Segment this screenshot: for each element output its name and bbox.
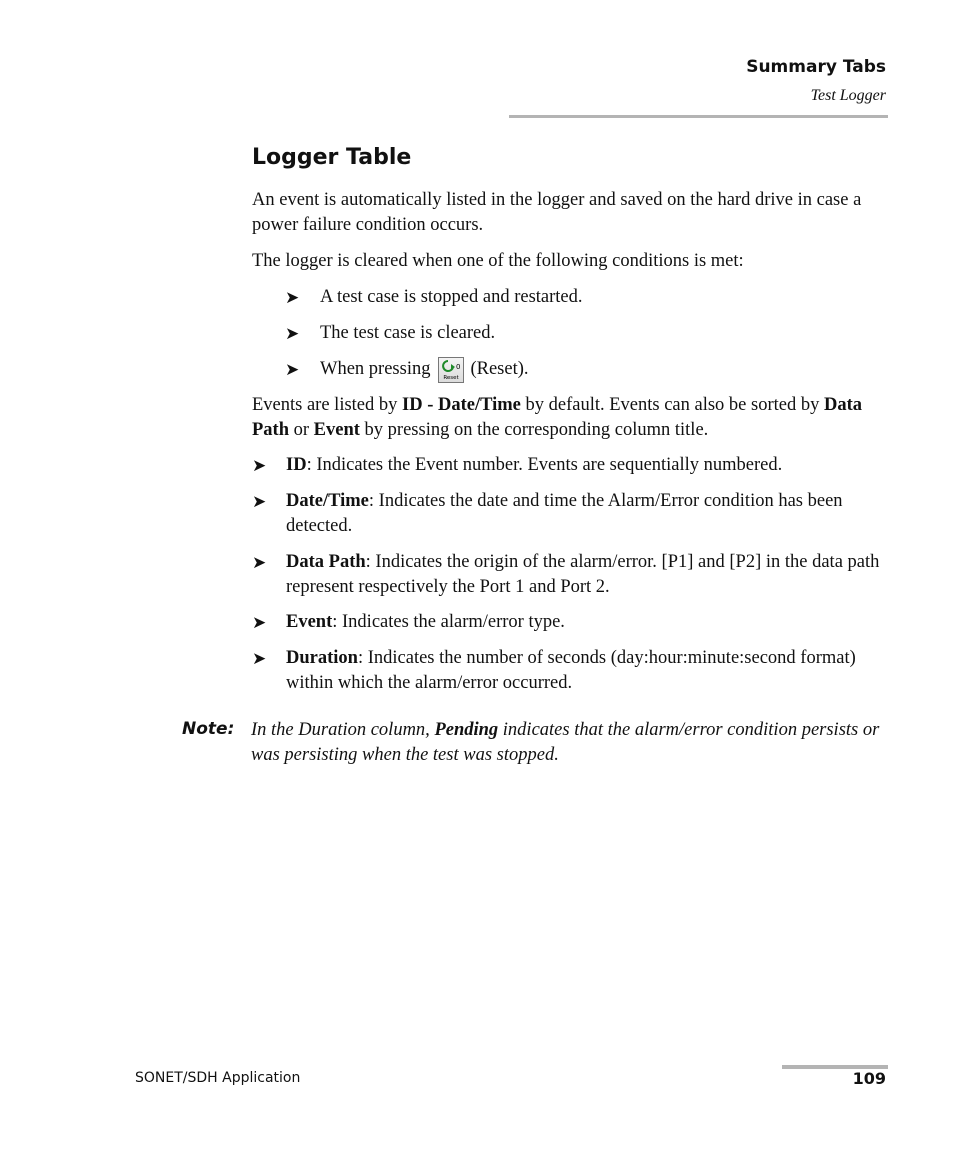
intro-paragraph: An event is automatically listed in the logger and saved on the hard drive in case a power failure condition occurs.	[252, 190, 862, 235]
svg-text:0: 0	[456, 363, 461, 371]
running-header-title: Summary Tabs	[746, 57, 886, 77]
condition-item: A test case is stopped and restarted.	[320, 287, 583, 307]
column-desc: : Indicates the alarm/error type.	[332, 612, 565, 632]
column-term: Event	[286, 612, 333, 632]
column-desc: : Indicates the origin of the alarm/error. [P1] and [P2] in the data path represent respectively the Port 1 and Port 2.	[286, 552, 880, 597]
note-text-part: indicates that the alarm/error condition persists or was persisting when the test was stopped.	[251, 720, 880, 765]
column-term: Date/Time	[286, 491, 369, 511]
running-header-subtitle: Test Logger	[810, 87, 886, 104]
bullet-arrow-icon: ➤	[252, 649, 267, 669]
column-term: Duration	[286, 648, 358, 668]
sort-text: or	[289, 419, 314, 440]
condition-item-reset	[320, 357, 529, 383]
reset-suffix: (Reset).	[470, 359, 529, 379]
reset-icon-label: Reset	[443, 375, 460, 381]
column-definition	[286, 646, 888, 695]
sort-term: ID - Date/Time	[402, 395, 521, 415]
cleared-paragraph: The logger is cleared when one of the following conditions is met:	[252, 251, 744, 271]
reset-button[interactable]	[438, 357, 464, 383]
bullet-arrow-icon: ➤	[285, 360, 300, 380]
note-label: Note:	[182, 719, 235, 739]
note-term: Pending	[434, 720, 499, 740]
column-definition	[286, 489, 888, 538]
sort-paragraph	[252, 393, 888, 442]
column-definition	[286, 453, 888, 478]
column-desc: : Indicates the date and time the Alarm/Error condition has been detected.	[286, 491, 843, 536]
footer-document-title: SONET/SDH Application	[135, 1070, 301, 1086]
note-text-part: In the Duration column,	[251, 720, 435, 740]
page-number: 109	[852, 1069, 886, 1088]
bullet-arrow-icon: ➤	[285, 288, 300, 308]
column-definition	[286, 550, 888, 599]
sort-term: Event	[313, 419, 360, 440]
bullet-arrow-icon: ➤	[252, 613, 267, 633]
column-term: ID	[286, 455, 307, 475]
sort-text: Events are listed by	[252, 395, 403, 415]
column-desc: : Indicates the number of seconds (day:hour:minute:second format) within which the alarm/error occurred.	[286, 648, 856, 693]
note-text	[251, 718, 891, 767]
section-title: Logger Table	[252, 145, 412, 170]
column-desc: : Indicates the Event number. Events are sequentially numbered.	[306, 455, 783, 475]
sort-term: Data Path	[252, 395, 863, 440]
reset-icon	[439, 358, 463, 382]
condition-item: The test case is cleared.	[320, 323, 496, 343]
sort-text: by default. Events can also be sorted by	[520, 395, 824, 415]
sort-text: by pressing on the corresponding column title.	[359, 419, 709, 440]
column-term: Data Path	[286, 552, 366, 572]
bullet-arrow-icon: ➤	[252, 553, 267, 573]
bullet-arrow-icon: ➤	[252, 492, 267, 512]
condition-item: When pressing	[320, 359, 431, 379]
column-definition	[286, 610, 888, 635]
bullet-arrow-icon: ➤	[252, 456, 267, 476]
bullet-arrow-icon: ➤	[285, 324, 300, 344]
header-rule	[509, 115, 888, 118]
